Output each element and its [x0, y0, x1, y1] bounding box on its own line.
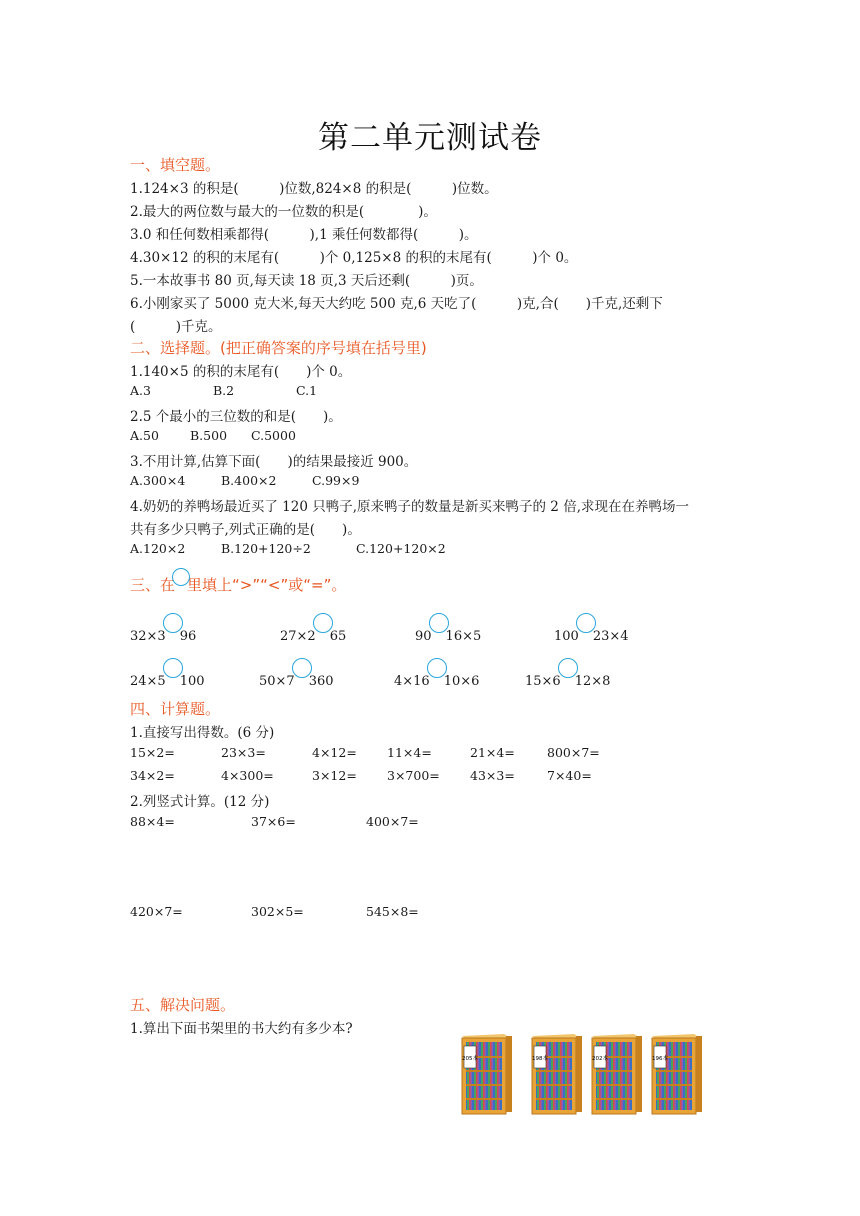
compare-right: 10×6 — [443, 674, 480, 689]
calc-sub-1: 1.直接写出得数。(6 分) — [130, 725, 275, 741]
section-3-heading — [130, 574, 346, 595]
fill-question-3: 3.0 和任何数相乘都得( ),1 乘任何数都得( )。 — [130, 227, 478, 243]
answer-circle[interactable] — [163, 613, 183, 633]
direct-calc: 3×12= — [312, 768, 357, 783]
answer-circle[interactable] — [429, 613, 449, 633]
answer-circle[interactable] — [292, 658, 312, 678]
vertical-calc: 88×4= — [130, 814, 175, 829]
vertical-calc: 302×5= — [251, 904, 304, 919]
compare-right: 23×4 — [592, 629, 629, 644]
vertical-calc: 400×7= — [366, 814, 419, 829]
compare-left: 90 — [415, 629, 432, 644]
choice-4-option-c: C.120+120×2 — [356, 541, 446, 556]
fill-question-1: 1.124×3 的积是( )位数,824×8 的积是( )位数。 — [130, 181, 498, 197]
shelf-label: 202本 — [592, 1056, 608, 1062]
compare-item — [394, 667, 479, 689]
compare-right: 96 — [179, 629, 197, 644]
shelf-label: 198本 — [532, 1056, 548, 1062]
direct-calc: 800×7= — [547, 745, 600, 760]
fill-question-6-cont: ( )千克。 — [130, 319, 222, 335]
compare-right: 360 — [308, 674, 334, 689]
compare-left: 50×7 — [259, 674, 295, 689]
section-2-heading: 二、选择题。(把正确答案的序号填在括号里) — [130, 339, 427, 357]
section-5-heading: 五、解决问题。 — [130, 996, 236, 1014]
shelf-label: 205本 — [462, 1056, 478, 1062]
fill-question-4: 4.30×12 的积的末尾有( )个 0,125×8 的积的末尾有( )个 0。 — [130, 250, 578, 266]
choice-question-4-cont: 共有多少只鸭子,列式正确的是( )。 — [130, 522, 361, 538]
choice-1-option-a: A.3 — [130, 383, 151, 398]
answer-circle[interactable] — [558, 658, 578, 678]
bookshelves-illustration — [458, 1030, 708, 1116]
problem-question-1: 1.算出下面书架里的书大约有多少本? — [130, 1021, 353, 1037]
compare-left: 100 — [554, 629, 579, 644]
section-4-heading: 四、计算题。 — [130, 700, 221, 718]
compare-left: 24×5 — [130, 674, 166, 689]
circle-icon — [172, 568, 190, 586]
compare-item — [554, 622, 629, 644]
choice-question-1: 1.140×5 的积的末尾有( )个 0。 — [130, 364, 352, 380]
compare-item — [525, 667, 610, 689]
direct-calc: 4×12= — [312, 745, 357, 760]
fill-question-5: 5.一本故事书 80 页,每天读 18 页,3 天后还剩( )页。 — [130, 273, 483, 289]
vertical-calc: 37×6= — [251, 814, 296, 829]
choice-4-option-b: B.120+120÷2 — [221, 541, 311, 556]
choice-1-option-c: C.1 — [296, 383, 318, 398]
fill-question-6: 6.小刚家买了 5000 克大米,每天大约吃 500 克,6 天吃了( )克,合( )千克,还剩下 — [130, 296, 663, 312]
section-3-heading-pre: 三、在 — [130, 576, 176, 594]
shelf-label: 196本 — [652, 1056, 668, 1062]
choice-2-option-b: B.500 — [190, 428, 228, 443]
choice-question-4: 4.奶奶的养鸭场最近买了 120 只鸭子,原来鸭子的数量是新买来鸭子的 2 倍,求现在在养鸭场一 — [130, 499, 689, 515]
compare-item — [415, 622, 481, 644]
compare-left: 27×2 — [280, 629, 316, 644]
direct-calc: 15×2= — [130, 745, 175, 760]
answer-circle[interactable] — [163, 658, 183, 678]
compare-right: 100 — [179, 674, 205, 689]
choice-3-option-c: C.99×9 — [312, 473, 360, 488]
direct-calc: 4×300= — [221, 768, 274, 783]
compare-item — [259, 667, 334, 689]
direct-calc: 34×2= — [130, 768, 175, 783]
choice-1-option-b: B.2 — [213, 383, 235, 398]
choice-2-option-a: A.50 — [130, 428, 159, 443]
answer-circle[interactable] — [427, 658, 447, 678]
compare-left: 15×6 — [525, 674, 561, 689]
direct-calc: 3×700= — [387, 768, 440, 783]
choice-4-option-a: A.120×2 — [130, 541, 186, 556]
vertical-calc: 420×7= — [130, 904, 183, 919]
bookshelf-icon — [458, 1030, 708, 1116]
choice-question-2: 2.5 个最小的三位数的和是( )。 — [130, 409, 342, 425]
answer-circle[interactable] — [313, 613, 333, 633]
page-title: 第二单元测试卷 — [318, 120, 542, 156]
calc-sub-2: 2.列竖式计算。(12 分) — [130, 794, 270, 810]
choice-2-option-c: C.5000 — [251, 428, 296, 443]
compare-left: 32×3 — [130, 629, 166, 644]
choice-question-3: 3.不用计算,估算下面( )的结果最接近 900。 — [130, 454, 418, 470]
compare-right: 16×5 — [445, 629, 482, 644]
compare-item — [280, 622, 346, 644]
choice-3-option-b: B.400×2 — [221, 473, 277, 488]
direct-calc: 23×3= — [221, 745, 266, 760]
choice-3-option-a: A.300×4 — [130, 473, 186, 488]
compare-right: 12×8 — [574, 674, 611, 689]
section-1-heading: 一、填空题。 — [130, 156, 221, 174]
compare-item — [130, 667, 205, 689]
compare-left: 4×16 — [394, 674, 430, 689]
direct-calc: 43×3= — [470, 768, 515, 783]
direct-calc: 11×4= — [387, 745, 432, 760]
direct-calc: 21×4= — [470, 745, 515, 760]
compare-right: 65 — [329, 629, 347, 644]
section-3-heading-post: 里填上“>”“<”或“=”。 — [187, 576, 347, 594]
vertical-calc: 545×8= — [366, 904, 419, 919]
answer-circle[interactable] — [576, 613, 596, 633]
fill-question-2: 2.最大的两位数与最大的一位数的积是( )。 — [130, 204, 437, 220]
compare-item — [130, 622, 196, 644]
direct-calc: 7×40= — [547, 768, 592, 783]
